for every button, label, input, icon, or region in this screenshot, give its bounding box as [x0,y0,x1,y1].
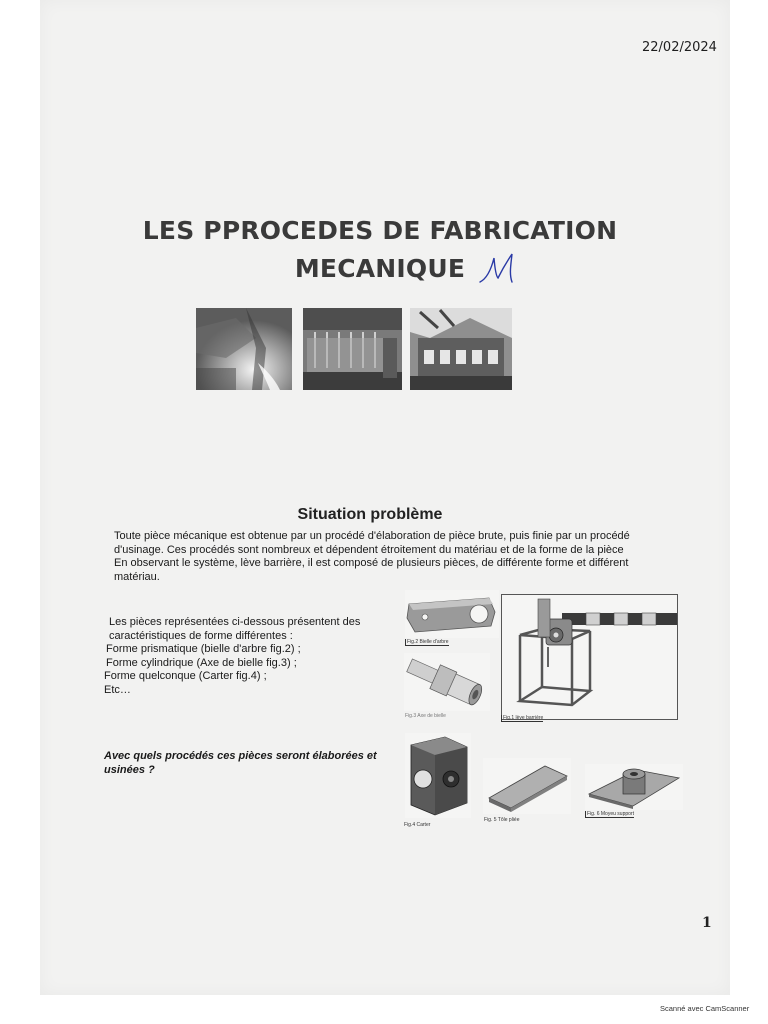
figure-6-caption: Fig. 6 Moyeu support [587,811,634,817]
figure-4-caption: Fig.4 Carter [404,822,431,828]
shape-features-list [106,616,386,697]
features-intro-line-1: Les pièces représentées ci-dessous présentent des [109,616,361,628]
foundry-photo [196,308,292,390]
machine-tool-photo [410,308,512,390]
shaft-figure [404,653,490,711]
figure-2-caption: Fig.2 Bielle d'arbre [407,639,449,645]
title-line-2: MECANIQUE [294,254,466,283]
feature-item: Forme prismatique (bielle d'arbre fig.2) ; [106,643,301,655]
situation-paragraph: Toute pièce mécanique est obtenue par un procédé d'élaboration de pièce brute, puis finie par un procédé d'usinage. Ces procédés sont nombreux et dépendent étroitement du matériau et de la forme de la pièce En observant le système, lève barrière, il est composé de plusieurs pièces, de différente forme et différent matériau. [114,530,630,583]
machining-workshop-photo [303,308,402,390]
document-date: 22/02/2024 [642,40,717,55]
hub-support-figure [585,764,683,810]
bent-sheet-figure [483,758,571,814]
figure-1-caption: Fig.1 lève barrière [503,715,544,721]
handwritten-mark [478,248,530,290]
gear-housing-figure [405,733,471,818]
barrier-system-figure [501,594,678,720]
features-intro-line-2: caractéristiques de forme différentes : [109,629,293,642]
feature-item: Forme quelconque (Carter fig.4) ; [104,670,267,682]
problem-question: Avec quels procédés ces pièces seront élaborées et usinées ? [104,750,377,776]
figure-5-caption: Fig. 5 Tôle pliée [484,817,520,823]
feature-item: Etc… [104,683,131,696]
page-number: 1 [702,915,712,931]
figure-3-caption: Fig.3 Axe de bielle [405,713,446,719]
feature-item: Forme cylindrique (Axe de bielle fig.3) ; [106,656,297,669]
scanner-watermark: Scanné avec CamScanner [660,1004,750,1013]
document-title [120,212,640,288]
connecting-rod-figure [405,590,499,638]
scanned-page [40,0,730,995]
title-line-1: LES PPROCEDES DE FABRICATION [142,216,618,245]
situation-heading: Situation problème [297,506,443,523]
